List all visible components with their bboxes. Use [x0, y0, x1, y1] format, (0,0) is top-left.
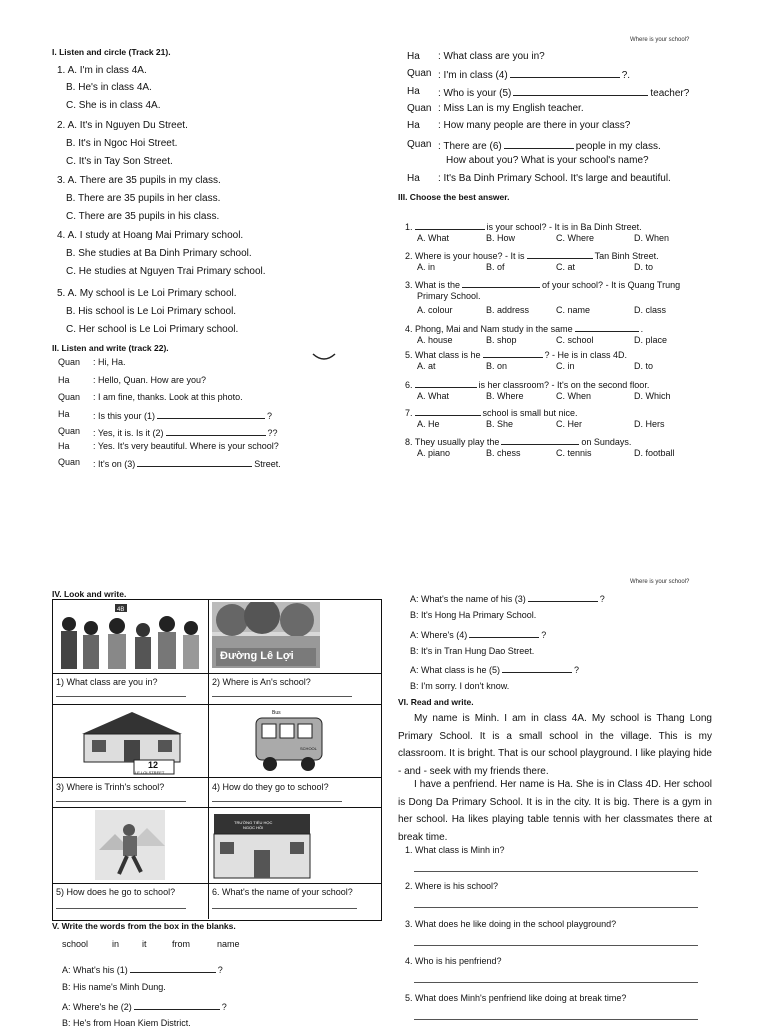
question-rest: school is small but nice.: [482, 408, 578, 418]
street-sign-text: Đường Lê Lợi: [220, 650, 294, 662]
question-2: [405, 249, 659, 261]
answer-option[interactable]: C. Where: [556, 233, 595, 243]
answer-option[interactable]: B. Where: [486, 391, 524, 401]
choice-item[interactable]: 2. A. It's in Nguyen Du Street.: [57, 120, 188, 131]
answer-option[interactable]: B. How: [486, 233, 516, 243]
answer-option[interactable]: A. He: [417, 419, 440, 429]
classroom-picture: [55, 602, 205, 672]
dialogue-text: B: I'm sorry. I don't know.: [410, 681, 510, 691]
question-rest: is her classroom? - It's on the second floor.: [478, 380, 650, 390]
answer-option[interactable]: A. What: [417, 233, 450, 243]
section-6-title: VI. Read and write.: [398, 697, 474, 707]
dialogue-after: ?: [217, 965, 223, 975]
dialogue-line: [62, 963, 223, 975]
choice-item[interactable]: B. She studies at Ba Dinh Primary school.: [66, 248, 252, 259]
answer-blank[interactable]: [469, 628, 539, 638]
answer-option[interactable]: C. in: [556, 361, 575, 371]
speaker-name: Ha: [407, 86, 420, 97]
dialogue-text: : Miss Lan is my English teacher.: [438, 103, 584, 114]
dialogue-line: [438, 120, 630, 131]
dialogue-line: [93, 426, 278, 438]
question-text: 2. Where is your house? - It is: [405, 251, 525, 261]
house-number: 12: [148, 760, 159, 770]
word-box-item: name: [217, 939, 240, 949]
answer-blank[interactable]: [504, 139, 574, 149]
reading-question: 2. Where is his school?: [405, 881, 499, 891]
question-text: 5. What class is he: [405, 350, 481, 360]
choice-item[interactable]: B. There are 35 pupils in her class.: [66, 193, 221, 204]
caption-4: 4) How do they go to school?: [212, 782, 329, 792]
bus-school-label: SCHOOL: [300, 746, 317, 751]
answer-option[interactable]: B. of: [486, 262, 505, 272]
question-5: [405, 348, 627, 360]
speaker-name: Ha: [407, 173, 420, 184]
question-1: [405, 220, 642, 232]
answer-option[interactable]: C. at: [556, 262, 576, 272]
question-4: [405, 322, 643, 334]
reading-paragraph-2: I have a penfriend. Her name is Ha. She is in Class 4D. Her school is Dong Da Primary School. It is in the city. It is big. There is a gym in her school. Ha likes playing table tennis with her classmates there at break time.: [398, 779, 712, 843]
dialogue-line: [93, 457, 281, 469]
dialogue-line: [93, 441, 279, 451]
answer-option[interactable]: D. Which: [634, 391, 671, 401]
choice-item[interactable]: C. Her school is Le Loi Primary school.: [66, 324, 239, 335]
dialogue-text: B: It's Hong Ha Primary School.: [410, 610, 537, 620]
caption-2: 2) Where is An's school?: [212, 677, 311, 687]
word-box-item: school: [62, 939, 89, 949]
dialogue-line: [438, 139, 661, 152]
reading-question: 4. Who is his penfriend?: [405, 956, 502, 966]
question-text: 8. They usually play the: [405, 437, 500, 447]
answer-option[interactable]: C. school: [556, 335, 594, 345]
answer-line-2[interactable]: [212, 696, 352, 697]
dialogue-line: [410, 681, 509, 691]
page-header-bottom: Where is your school?: [630, 579, 690, 585]
caption-5: 5) How does he go to school?: [56, 887, 176, 897]
bus-label: Bus: [272, 710, 281, 716]
answer-option[interactable]: C. When: [556, 391, 592, 401]
dialogue-text: A: Where's (4): [410, 630, 468, 640]
speaker-name: Quan: [407, 139, 432, 150]
dialogue-line: [438, 173, 671, 184]
choice-item[interactable]: C. He studies at Nguyen Trai Primary school.: [66, 266, 266, 277]
classroom-sign: 4B: [117, 607, 125, 613]
reading-answer-line[interactable]: [414, 945, 698, 946]
section-3-title: III. Choose the best answer.: [398, 192, 510, 202]
speaker-name: Ha: [58, 375, 70, 385]
dialogue-text: : I am fine, thanks. Look at this photo.: [93, 392, 243, 402]
dialogue-text: A: Where's he (2): [62, 1002, 132, 1012]
answer-option[interactable]: C. tennis: [556, 448, 592, 458]
answer-option[interactable]: A. piano: [417, 448, 451, 458]
dialogue-line: [438, 103, 584, 114]
choice-item[interactable]: 1. A. I'm in class 4A.: [57, 65, 147, 76]
answer-option[interactable]: D. When: [634, 233, 670, 243]
choice-item[interactable]: B. It's in Ngoc Hoi Street.: [66, 138, 178, 149]
dialogue-after: ??: [267, 428, 278, 438]
answer-blank[interactable]: [130, 963, 216, 973]
choice-item[interactable]: 4. A. I study at Hoang Mai Primary school.: [57, 230, 244, 241]
choice-item[interactable]: C. She is in class 4A.: [66, 100, 161, 111]
dialogue-line: [410, 610, 536, 620]
answer-blank[interactable]: [415, 378, 477, 388]
question-6: [405, 378, 649, 390]
dialogue-line: [446, 155, 649, 166]
dialogue-text: : Hi, Ha.: [93, 357, 126, 367]
dialogue-line: [93, 357, 126, 367]
question-text: 7.: [405, 408, 413, 418]
answer-option[interactable]: D. place: [634, 335, 668, 345]
answer-option[interactable]: A. colour: [417, 305, 453, 315]
answer-blank[interactable]: [462, 278, 540, 288]
dialogue-after: teacher?: [650, 88, 690, 99]
dialogue-line: [93, 392, 243, 402]
dialogue-text: : How many people are there in your class?: [438, 120, 631, 131]
question-3: [405, 278, 680, 290]
dialogue-line: [410, 628, 546, 640]
chevron-down-icon: [312, 352, 336, 362]
caption-1: 1) What class are you in?: [56, 677, 158, 687]
dialogue-text: How about you? What is your school's name?: [446, 155, 649, 166]
answer-blank[interactable]: [513, 86, 648, 96]
dialogue-after: ?.: [621, 70, 631, 81]
reading-answer-line[interactable]: [414, 982, 698, 983]
section-1-title: I. Listen and circle (Track 21).: [52, 47, 171, 57]
choice-item[interactable]: C. It's in Tay Son Street.: [66, 156, 173, 167]
school-name-plate: TRƯỜNG TIỂU HỌC NGỌC HỒI: [234, 820, 273, 830]
answer-blank[interactable]: [528, 592, 598, 602]
dialogue-line: [410, 592, 605, 604]
reading-paragraph-1: My name is Minh. I am in class 4A. My school is Thang Long Primary School. It is a small school in the village. This is my classroom. It is bright. That is our school playground. I like playing hide - and - seek with my friends there.: [398, 713, 712, 777]
answer-option[interactable]: B. She: [486, 419, 514, 429]
question-text: 4. Phong, Mai and Nam study in the same: [405, 324, 573, 334]
answer-blank[interactable]: [157, 409, 265, 419]
reading-answer-line[interactable]: [414, 1019, 698, 1020]
dialogue-line: [93, 409, 272, 421]
answer-option[interactable]: D. to: [634, 262, 654, 272]
speaker-name: Quan: [58, 457, 81, 467]
word-box-item: from: [172, 939, 190, 949]
reading-answer-line[interactable]: [414, 907, 698, 908]
dialogue-after: ?: [267, 411, 273, 421]
speaker-name: Ha: [58, 441, 70, 451]
dialogue-text: B: His name's Minh Dung.: [62, 982, 166, 992]
speaker-name: Quan: [58, 357, 81, 367]
caption-6: 6. What's the name of your school?: [212, 887, 353, 897]
dialogue-text: A: What class is he (5): [410, 665, 501, 675]
answer-option[interactable]: C. Her: [556, 419, 583, 429]
dialogue-after: ?: [574, 665, 580, 675]
section-5-title: V. Write the words from the box in the blanks.: [52, 921, 236, 931]
answer-option[interactable]: D. class: [634, 305, 667, 315]
answer-line-1[interactable]: [56, 696, 186, 697]
dialogue-text: : Hello, Quan. How are you?: [93, 375, 207, 385]
section-4-title: IV. Look and write.: [52, 589, 127, 599]
dialogue-text: B: It's in Tran Hung Dao Street.: [410, 646, 535, 656]
answer-line-3[interactable]: [56, 801, 186, 802]
answer-blank[interactable]: [134, 1000, 220, 1010]
answer-option[interactable]: A. in: [417, 262, 436, 272]
dialogue-after: people in my class.: [575, 141, 661, 152]
answer-blank[interactable]: [527, 249, 593, 259]
reading-answer-line[interactable]: [414, 871, 698, 872]
question-rest: ? - He is in class 4D.: [544, 350, 628, 360]
answer-blank[interactable]: [137, 457, 252, 467]
question-rest: of your school? - It is Quang Trung: [542, 280, 681, 290]
question-text: 3. What is the: [405, 280, 461, 290]
answer-option[interactable]: D. to: [634, 361, 654, 371]
speaker-name: Quan: [58, 392, 81, 402]
walking-boy-picture: [95, 810, 165, 880]
speaker-name: Quan: [407, 103, 432, 114]
school-sign-text: SCHOOL: [87, 712, 114, 726]
question-text: 6.: [405, 380, 413, 390]
question-rest: .: [640, 324, 644, 334]
dialogue-text: A: What's the name of his (3): [410, 594, 526, 604]
speaker-name: Ha: [407, 120, 420, 131]
choice-item[interactable]: B. His school is Le Loi Primary school.: [66, 306, 237, 317]
answer-option[interactable]: C. name: [556, 305, 591, 315]
choice-item[interactable]: C. There are 35 pupils in his class.: [66, 211, 220, 222]
answer-option[interactable]: A. at: [417, 361, 436, 371]
dialogue-text: A: What's his (1): [62, 965, 128, 975]
answer-option[interactable]: D. football: [634, 448, 675, 458]
answer-blank[interactable]: [501, 435, 579, 445]
question-8: [405, 435, 631, 447]
answer-blank[interactable]: [575, 322, 639, 332]
reading-question: 5. What does Minh's penfriend like doing at break time?: [405, 993, 627, 1003]
dialogue-line: [62, 1018, 191, 1028]
speaker-name: Ha: [407, 51, 420, 62]
choice-item[interactable]: 5. A. My school is Le Loi Primary school.: [57, 288, 237, 299]
question-rest: on Sundays.: [581, 437, 632, 447]
dialogue-line: [410, 663, 579, 675]
dialogue-line: [438, 68, 630, 81]
reading-question: 3. What does he like doing in the school playground?: [405, 919, 617, 929]
answer-option[interactable]: B. chess: [486, 448, 521, 458]
dialogue-text: B: He's from Hoan Kiem District.: [62, 1018, 191, 1028]
choice-item[interactable]: 3. A. There are 35 pupils in my class.: [57, 175, 221, 186]
speaker-name: Quan: [58, 426, 81, 436]
dialogue-text: : There are (6): [438, 141, 502, 152]
answer-blank[interactable]: [415, 220, 485, 230]
dialogue-text: : Is this your (1): [93, 411, 156, 421]
dialogue-text: : I'm in class (4): [438, 70, 508, 81]
dialogue-line: [438, 86, 689, 99]
answer-blank[interactable]: [483, 348, 543, 358]
dialogue-text: : Yes. It's very beautiful. Where is your school?: [93, 441, 279, 451]
caption-3: 3) Where is Trinh's school?: [56, 782, 165, 792]
page-header-top: Where is your school?: [630, 37, 690, 43]
answer-blank[interactable]: [502, 663, 572, 673]
dialogue-after: ?: [599, 594, 605, 604]
speaker-name: Quan: [407, 68, 432, 79]
dialogue-after: ?: [541, 630, 547, 640]
reading-question: 1. What class is Minh in?: [405, 845, 505, 855]
answer-option[interactable]: A. house: [417, 335, 453, 345]
word-box-item: it: [142, 939, 147, 949]
question-rest: Tan Binh Street.: [594, 251, 659, 261]
question-text: 1.: [405, 222, 413, 232]
street-plate-text: LE LOI STREET: [135, 770, 165, 775]
answer-option[interactable]: A. What: [417, 391, 450, 401]
answer-option[interactable]: B. shop: [486, 335, 517, 345]
dialogue-after: ?: [221, 1002, 227, 1012]
answer-line-6[interactable]: [212, 908, 357, 909]
answer-line-5[interactable]: [56, 908, 186, 909]
answer-line-4[interactable]: [212, 801, 342, 802]
speaker-name: Ha: [58, 409, 70, 419]
answer-blank[interactable]: [166, 426, 266, 436]
dialogue-line: [62, 982, 166, 992]
dialogue-line: [410, 646, 534, 656]
answer-option[interactable]: D. Hers: [634, 419, 665, 429]
answer-blank[interactable]: [415, 406, 481, 416]
dialogue-line: [93, 375, 206, 385]
dialogue-line: [438, 51, 545, 62]
word-box-item: in: [112, 939, 120, 949]
question-rest: is your school? - It is in Ba Dinh Street.: [486, 222, 642, 232]
choice-item[interactable]: B. He's in class 4A.: [66, 82, 152, 93]
dialogue-after: Street.: [254, 459, 281, 469]
answer-option[interactable]: B. on: [486, 361, 508, 371]
question-continued: Primary School.: [417, 291, 481, 301]
dialogue-text: : It's on (3): [93, 459, 136, 469]
school-bus-picture: [250, 708, 330, 776]
dialogue-line: [62, 1000, 227, 1012]
dialogue-text: : What class are you in?: [438, 51, 545, 62]
dialogue-text: : Yes, it is. Is it (2): [93, 428, 164, 438]
question-7: [405, 406, 578, 418]
section-2-title: II. Listen and write (track 22).: [52, 343, 169, 353]
dialogue-text: : Who is your (5): [438, 88, 512, 99]
answer-blank[interactable]: [510, 68, 620, 78]
answer-option[interactable]: B. address: [486, 305, 530, 315]
dialogue-text: : It's Ba Dinh Primary School. It's large and beautiful.: [438, 173, 671, 184]
